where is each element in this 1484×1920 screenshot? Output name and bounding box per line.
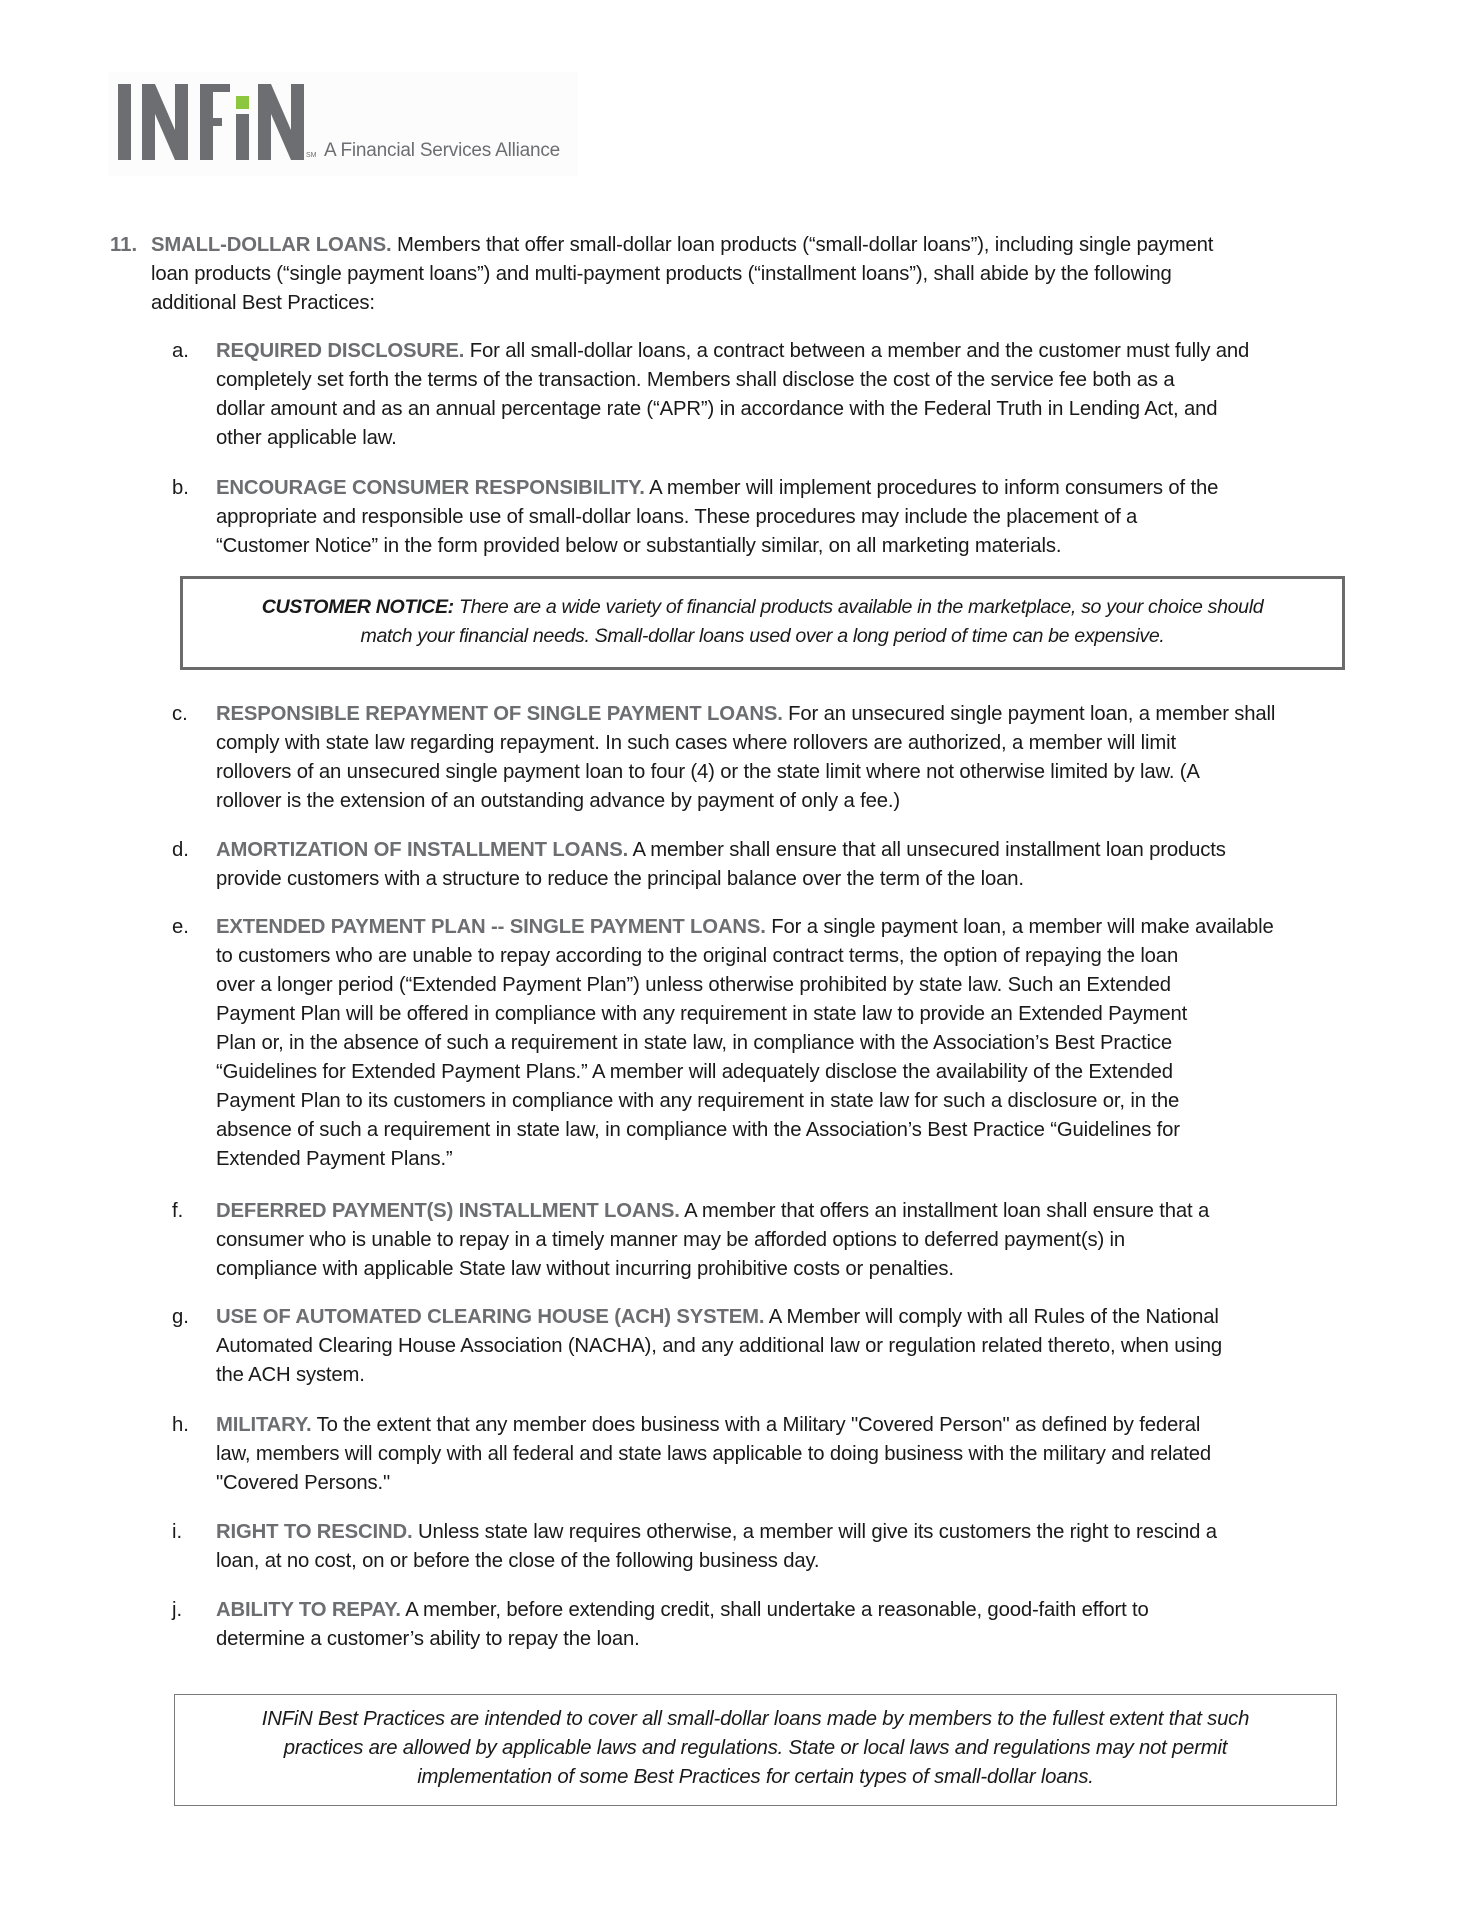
section-number: 11. bbox=[110, 234, 138, 256]
customer-notice-box bbox=[180, 576, 1345, 670]
item-heading: ENCOURAGE CONSUMER RESPONSIBILITY. bbox=[216, 477, 645, 499]
item-line bbox=[216, 836, 1226, 865]
infin-logo bbox=[108, 72, 578, 176]
item-line: Extended Payment Plans.” bbox=[216, 1148, 453, 1170]
best-practices-note-box bbox=[174, 1694, 1337, 1806]
section-heading: SMALL-DOLLAR LOANS. bbox=[151, 234, 392, 256]
item-text: A member will implement procedures to inform consumers of the bbox=[644, 477, 1219, 499]
item-line: dollar amount and as an annual percentage rate (“APR”) in accordance with the Federal Truth in Lending Act, and bbox=[216, 398, 1218, 420]
note-line-1: INFiN Best Practices are intended to cover all small-dollar loans made by members to the fullest extent that such bbox=[261, 1708, 1250, 1730]
item-line: Payment Plan to its customers in compliance with any requirement in state law for such a disclosure or, in the bbox=[216, 1090, 1180, 1112]
item-text: A member shall ensure that all unsecured installment loan products bbox=[628, 839, 1226, 861]
item-label: f. bbox=[172, 1200, 184, 1222]
infin-wordmark-icon bbox=[118, 84, 308, 160]
item-line: “Customer Notice” in the form provided below or substantially similar, on all marketing materials. bbox=[216, 535, 1062, 557]
section-line-2: loan products (“single payment loans”) and multi-payment products (“installment loans”), shall abide by the following bbox=[151, 263, 1172, 285]
item-line: comply with state law regarding repayment. In such cases where rollovers are authorized, a member will limit bbox=[216, 732, 1176, 754]
item-line: the ACH system. bbox=[216, 1364, 365, 1386]
item-label: a. bbox=[172, 340, 189, 362]
item-line: Automated Clearing House Association (NACHA), and any additional law or regulation related thereto, when using bbox=[216, 1335, 1223, 1357]
note-line-3: implementation of some Best Practices for certain types of small-dollar loans. bbox=[417, 1766, 1094, 1788]
item-heading: MILITARY. bbox=[216, 1414, 312, 1436]
section-line-1 bbox=[151, 231, 1213, 260]
customer-notice-line-2: match your financial needs. Small-dollar loans used over a long period of time can be expensive. bbox=[360, 625, 1165, 647]
item-text: For an unsecured single payment loan, a member shall bbox=[782, 703, 1276, 725]
item-line: loan, at no cost, on or before the close of the following business day. bbox=[216, 1550, 820, 1572]
section-text: Members that offer small-dollar loan products (“small-dollar loans”), including single payment bbox=[391, 234, 1214, 256]
item-label: i. bbox=[172, 1521, 183, 1543]
item-label: b. bbox=[172, 477, 189, 499]
item-line: rollovers of an unsecured single payment loan to four (4) or the state limit where not otherwise limited by law. (A bbox=[216, 761, 1200, 783]
item-text: For all small-dollar loans, a contract between a member and the customer must fully and bbox=[464, 340, 1250, 362]
item-line: other applicable law. bbox=[216, 427, 397, 449]
item-line: "Covered Persons." bbox=[216, 1472, 391, 1494]
item-text: A Member will comply with all Rules of the National bbox=[764, 1306, 1219, 1328]
item-line: absence of such a requirement in state law, in compliance with the Association’s Best Practice “Guidelines for bbox=[216, 1119, 1180, 1141]
item-heading: USE OF AUTOMATED CLEARING HOUSE (ACH) SYSTEM. bbox=[216, 1306, 765, 1328]
item-line: completely set forth the terms of the transaction. Members shall disclose the cost of the service fee both as a bbox=[216, 369, 1175, 391]
item-heading: EXTENDED PAYMENT PLAN -- SINGLE PAYMENT LOANS. bbox=[216, 916, 766, 938]
item-line: over a longer period (“Extended Payment Plan”) unless otherwise prohibited by state law. Such an Extended bbox=[216, 974, 1171, 996]
note-line-2: practices are allowed by applicable laws and regulations. State or local laws and regulations may not permit bbox=[283, 1737, 1228, 1759]
item-text: A member, before extending credit, shall undertake a reasonable, good-faith effort to bbox=[400, 1599, 1149, 1621]
customer-notice-line-1 bbox=[183, 593, 1342, 622]
customer-notice-label: CUSTOMER NOTICE: bbox=[261, 596, 454, 618]
item-heading: RESPONSIBLE REPAYMENT OF SINGLE PAYMENT LOANS. bbox=[216, 703, 783, 725]
item-text: For a single payment loan, a member will make available bbox=[765, 916, 1274, 938]
item-heading: AMORTIZATION OF INSTALLMENT LOANS. bbox=[216, 839, 629, 861]
item-line: Payment Plan will be offered in compliance with any requirement in state law to provide an Extended Payment bbox=[216, 1003, 1188, 1025]
item-label: j. bbox=[172, 1599, 183, 1621]
item-text: To the extent that any member does business with a Military "Covered Person" as defined by federal bbox=[311, 1414, 1201, 1436]
item-label: g. bbox=[172, 1306, 189, 1328]
item-line bbox=[216, 913, 1274, 942]
item-line: compliance with applicable State law without incurring prohibitive costs or penalties. bbox=[216, 1258, 954, 1280]
service-mark: SM bbox=[306, 152, 317, 159]
item-line: provide customers with a structure to reduce the principal balance over the term of the loan. bbox=[216, 868, 1024, 890]
item-text: A member that offers an installment loan shall ensure that a bbox=[679, 1200, 1210, 1222]
item-label: e. bbox=[172, 916, 189, 938]
item-heading: ABILITY TO REPAY. bbox=[216, 1599, 401, 1621]
logo-tagline: A Financial Services Alliance bbox=[324, 140, 561, 161]
item-line: Plan or, in the absence of such a requirement in state law, in compliance with the Association’s Best Practice bbox=[216, 1032, 1173, 1054]
item-line: determine a customer’s ability to repay the loan. bbox=[216, 1628, 640, 1650]
item-heading: REQUIRED DISCLOSURE. bbox=[216, 340, 465, 362]
item-line bbox=[216, 474, 1218, 503]
item-line bbox=[216, 337, 1249, 366]
item-line bbox=[216, 1197, 1209, 1226]
item-line: to customers who are unable to repay according to the original contract terms, the option of repaying the loan bbox=[216, 945, 1179, 967]
item-line: consumer who is unable to repay in a timely manner may be afforded options to deferred payment(s) in bbox=[216, 1229, 1126, 1251]
item-line: rollover is the extension of an outstanding advance by payment of only a fee.) bbox=[216, 790, 900, 812]
item-line bbox=[216, 1596, 1149, 1625]
item-line: appropriate and responsible use of small-dollar loans. These procedures may include the placement of a bbox=[216, 506, 1138, 528]
item-heading: DEFERRED PAYMENT(S) INSTALLMENT LOANS. bbox=[216, 1200, 680, 1222]
item-heading: RIGHT TO RESCIND. bbox=[216, 1521, 413, 1543]
item-label: d. bbox=[172, 839, 189, 861]
item-label: c. bbox=[172, 703, 188, 725]
customer-notice-text: There are a wide variety of financial products available in the marketplace, so your choice should bbox=[453, 596, 1264, 618]
item-line bbox=[216, 700, 1275, 729]
item-line bbox=[216, 1303, 1219, 1332]
item-line: law, members will comply with all federal and state laws applicable to doing business with the military and related bbox=[216, 1443, 1212, 1465]
item-line bbox=[216, 1518, 1217, 1547]
item-line: “Guidelines for Extended Payment Plans.” A member will adequately disclose the availability of the Extended bbox=[216, 1061, 1173, 1083]
section-line-3: additional Best Practices: bbox=[151, 292, 375, 314]
item-label: h. bbox=[172, 1414, 189, 1436]
item-text: Unless state law requires otherwise, a member will give its customers the right to rescind a bbox=[412, 1521, 1217, 1543]
item-line bbox=[216, 1411, 1200, 1440]
